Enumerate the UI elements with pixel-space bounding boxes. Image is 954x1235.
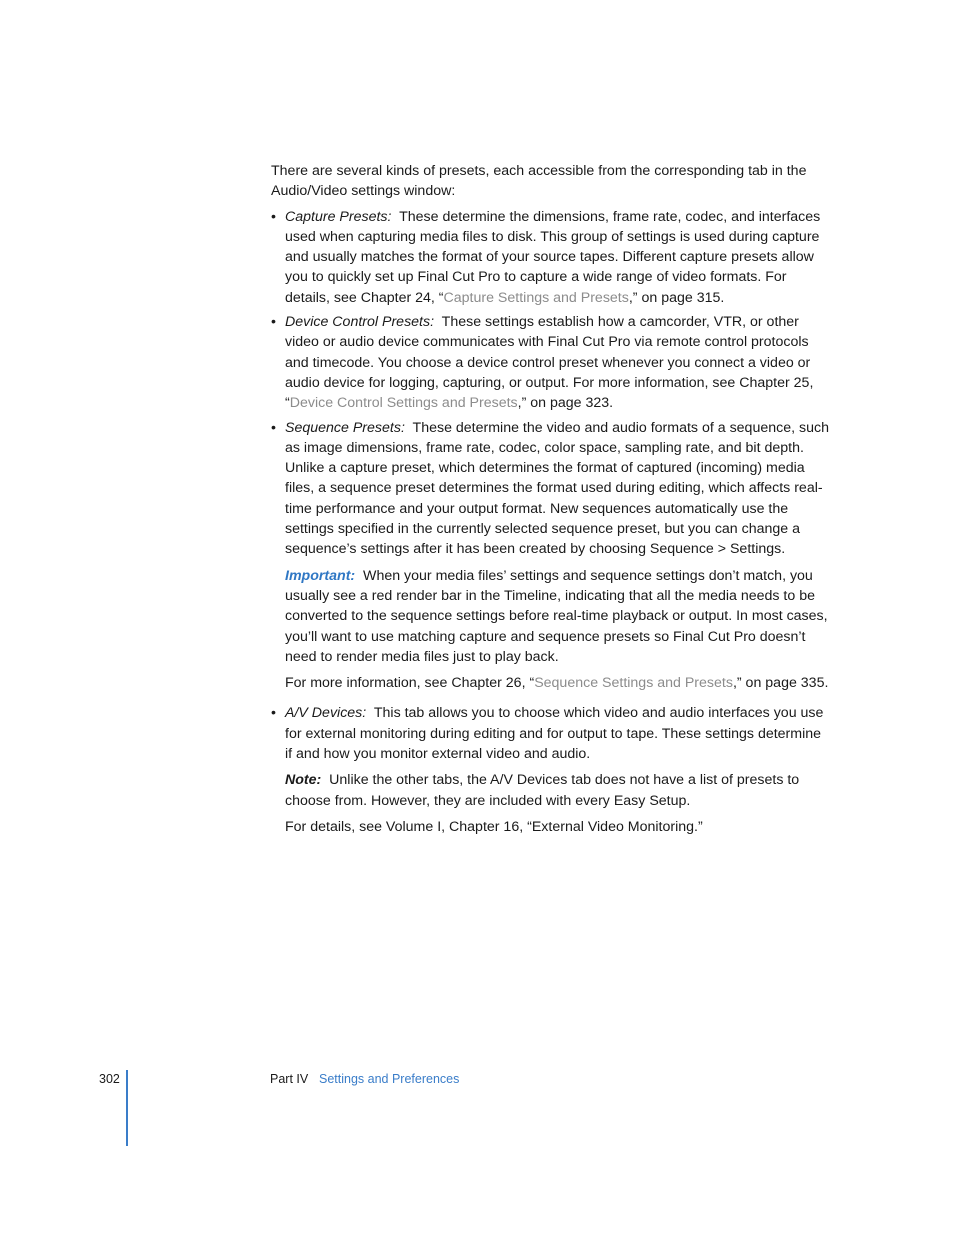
- details-paragraph: For details, see Volume I, Chapter 16, “External Video Monitoring.”: [285, 818, 703, 835]
- note-label: Note:: [285, 772, 322, 789]
- device-control-page: ,” on page 323.: [517, 395, 614, 412]
- important-paragraph: [271, 566, 831, 667]
- footer-section-title: Settings and Preferences: [319, 1072, 460, 1086]
- capture-presets-text: These determine the dimensions, frame rate, codec, and interfaces used when capturing media files to disk. This group of settings is used during capture and usually matches the format of your source tapes. Different capture presets allow you to quickly set up Final Cut Pro to capture a wide range of video formats. For details, see Chapter 24, “: [285, 208, 821, 306]
- list-item-av-devices: [271, 703, 831, 764]
- important-label: Important:: [285, 567, 356, 584]
- term-device-control-presets: Device Control Presets:: [285, 314, 435, 331]
- link-capture-settings[interactable]: Capture Settings and Presets: [443, 289, 629, 306]
- term-sequence-presets: Sequence Presets:: [285, 419, 405, 436]
- capture-presets-page: ,” on page 315.: [628, 289, 725, 306]
- important-text: When your media files’ settings and sequence settings don’t match, you usually see a red render bar in the Timeline, indicating that all the media needs to be converted to the sequence settings before real-time playback or output. In most cases, you’ll want to use matching capture and sequence presets so Final Cut Pro doesn’t need to render media files just to play back.: [285, 567, 828, 665]
- sequence-presets-text: These determine the video and audio formats of a sequence, such as image dimensions, frame rate, codec, color space, sampling rate, and bit depth. Unlike a capture preset, which determines the format of captured (incoming) media files, a sequence preset determines the format used during editing, which affects real-time performance and your output format. New sequences automatically use the settings specified in the currently selected sequence preset, but you can change a sequence’s settings after it has been created by choosing Sequence > Settings.: [285, 419, 829, 558]
- term-capture-presets: Capture Presets:: [285, 208, 392, 225]
- list-item-sequence-presets: [271, 418, 831, 560]
- av-devices-text: This tab allows you to choose which video and audio interfaces you use for external monitoring during editing and for output to tape. These settings determine if and how you monitor external video and audio.: [285, 705, 824, 763]
- bullet-icon: •: [271, 419, 276, 436]
- more-info-text: For more information, see Chapter 26, “: [285, 675, 535, 692]
- note-text: Unlike the other tabs, the A/V Devices tab does not have a list of presets to choose from. However, they are included with every Easy Setup.: [285, 772, 800, 809]
- more-info-paragraph: [271, 673, 831, 693]
- bullet-icon: •: [271, 208, 276, 225]
- page-body: [271, 161, 831, 843]
- intro-paragraph: There are several kinds of presets, each accessible from the corresponding tab in the Audio/Video settings window:: [271, 163, 807, 200]
- list-item-device-control-presets: [271, 312, 831, 413]
- note-paragraph: [271, 770, 831, 811]
- link-sequence-settings[interactable]: Sequence Settings and Presets: [534, 675, 733, 692]
- bullet-icon: •: [271, 314, 276, 331]
- bullet-icon: •: [271, 705, 276, 722]
- term-av-devices: A/V Devices:: [285, 705, 367, 722]
- link-device-control-settings[interactable]: Device Control Settings and Presets: [289, 395, 518, 412]
- footer-divider: [126, 1070, 128, 1146]
- footer-part-label: Part IV: [270, 1072, 309, 1086]
- more-info-page: ,” on page 335.: [732, 675, 829, 692]
- page-number: 302: [99, 1072, 120, 1086]
- list-item-capture-presets: [271, 207, 831, 308]
- device-control-text: These settings establish how a camcorder, VTR, or other video or audio device communicates with Final Cut Pro via remote control protocols and timecode. You choose a device control preset whenever you connect a video or audio device for logging, capturing, or output. For more information, see Chapter 25, “: [285, 314, 814, 412]
